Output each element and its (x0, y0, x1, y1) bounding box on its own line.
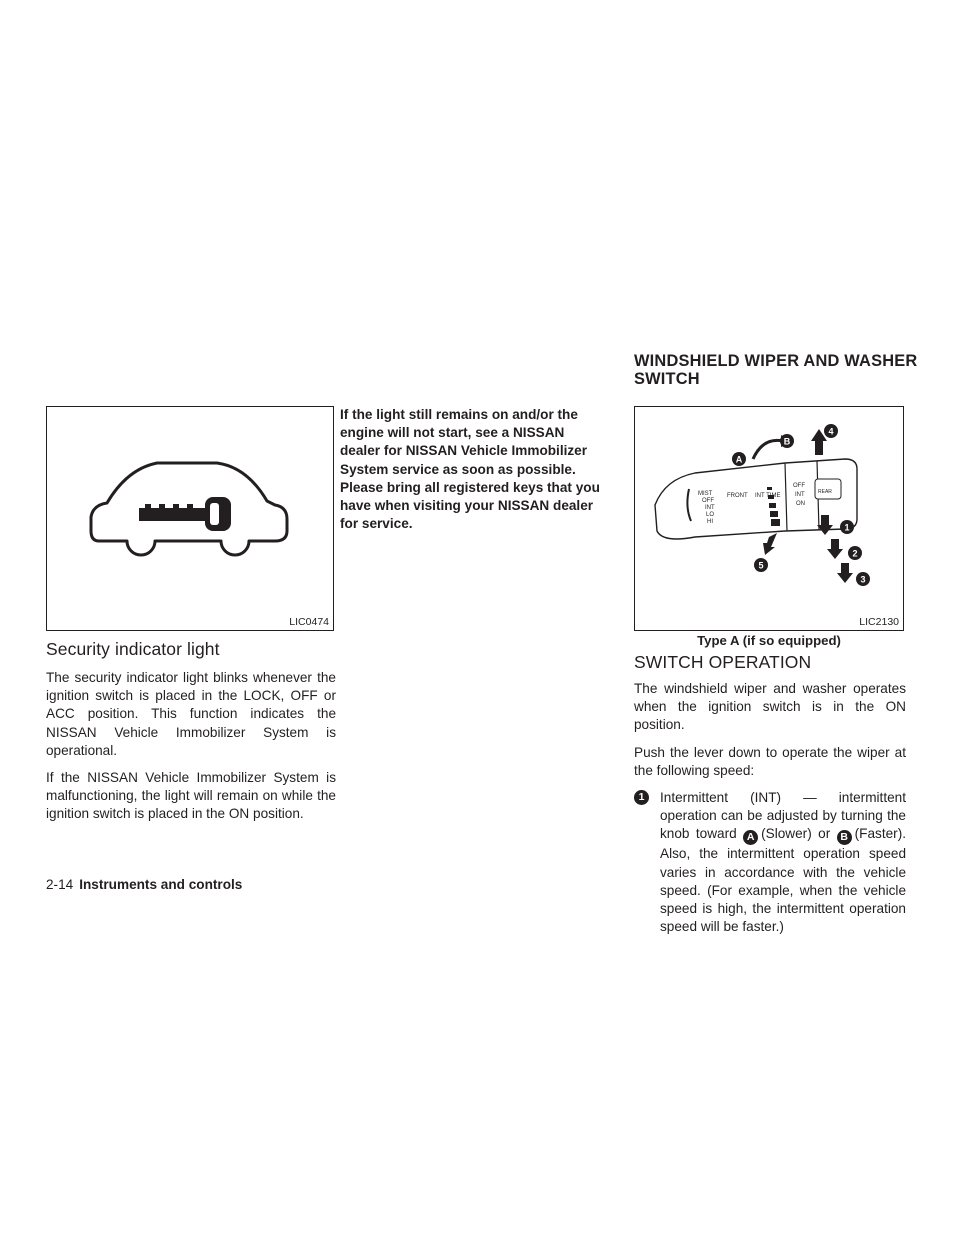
section-header (634, 353, 934, 388)
switch-para-2: Push the lever down to operate the wiper at the following speed: (634, 744, 906, 778)
arrow-5 (763, 533, 777, 555)
switch-para-1: The windshield wiper and washer operates when the ignition switch is in the ON position. (634, 681, 906, 733)
security-section (46, 639, 336, 824)
marker-b: B (783, 436, 791, 447)
label-mist: MIST (698, 491, 713, 497)
security-para-1: The security indicator light blinks whenever the ignition switch is placed in the LOCK, OFF or ACC position. This function indicates the NISSAN Vehicle Immobilizer System is operational. (46, 670, 336, 758)
marker-3: 3 (860, 574, 866, 585)
marker-a-inline: A (743, 830, 758, 845)
security-heading: Security indicator light (46, 639, 220, 659)
wiper-figure (634, 406, 904, 631)
figure-id-right: LIC2130 (859, 616, 899, 628)
page-footer (46, 877, 242, 892)
car-key-illustration (47, 407, 334, 631)
label-off: OFF (702, 498, 714, 504)
label-hi: HI (707, 519, 713, 525)
item-text-2: (Faster). Also, the intermittent operation speed varies in accordance with the vehicle speed. (For example, when the vehicle speed is high, the intermittent operation speed will be faster.) (660, 826, 907, 935)
item-text-1: Intermittent (INT) — intermittent operation can be adjusted by turning the knob toward (660, 790, 906, 842)
figure-caption: Type A (if so equipped) (697, 633, 841, 648)
label-rear: REAR (818, 489, 832, 495)
rotation-arrow (753, 440, 783, 459)
marker-b-inline: B (837, 830, 852, 845)
switch-operation-heading: SWITCH OPERATION (634, 652, 812, 672)
figure-id-left: LIC0474 (289, 616, 329, 628)
label-int: INT (705, 505, 715, 511)
label-lo: LO (706, 512, 715, 518)
marker-2: 2 (852, 548, 858, 559)
item-slower: (Slower) or (761, 826, 831, 842)
marker-a: A (735, 454, 743, 465)
marker-4: 4 (828, 426, 834, 437)
switch-operation-section (634, 652, 906, 936)
arrow-3 (837, 563, 853, 583)
label-int-time: INT TIME (755, 493, 781, 499)
warning-text: If the light still remains on and/or the engine will not start, see a NISSAN dealer for NISSAN Vehicle Immobilizer System service as soon as possible. Please bring all registered keys that you have when visiting your NISSAN dealer for service. (340, 407, 600, 532)
security-para-2: If the NISSAN Vehicle Immobilizer System is malfunctioning, the light will remain on while the ignition switch is placed in the ON position. (46, 770, 336, 822)
label-rear-int: INT (795, 492, 805, 498)
page-number: 2-14 (46, 877, 74, 892)
list-item (634, 789, 906, 936)
security-figure (46, 406, 334, 631)
footer-section-title: Instruments and controls (79, 877, 243, 892)
label-rear-off: OFF (793, 483, 805, 489)
arrow-2 (827, 539, 843, 559)
warning-box (340, 406, 601, 533)
label-rear-on: ON (796, 501, 805, 507)
marker-5: 5 (758, 560, 764, 571)
key-blade (139, 508, 207, 521)
wiper-lever-illustration (635, 407, 904, 631)
item-number-badge: 1 (634, 790, 649, 805)
section-title: WINDSHIELD WIPER AND WASHER SWITCH (634, 352, 918, 388)
marker-1: 1 (844, 522, 850, 533)
label-front: FRONT (727, 493, 748, 499)
